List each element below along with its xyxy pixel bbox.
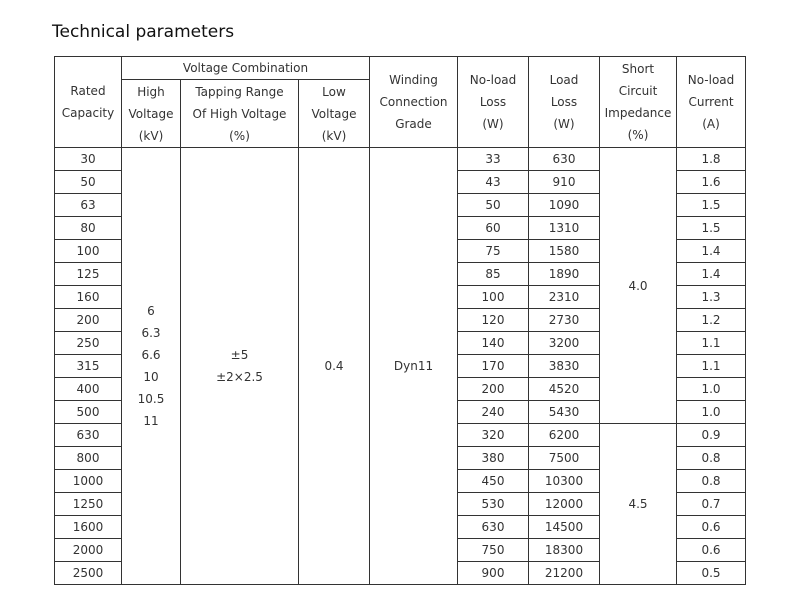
load-loss-cell: 12000: [529, 493, 600, 516]
header-tapping-range: Tapping Range Of High Voltage (%): [181, 80, 299, 148]
no-load-current-cell: 0.8: [677, 470, 746, 493]
no-load-loss-cell: 530: [458, 493, 529, 516]
no-load-current-cell: 0.8: [677, 447, 746, 470]
no-load-current-cell: 0.7: [677, 493, 746, 516]
load-loss-cell: 21200: [529, 562, 600, 585]
no-load-current-cell: 0.6: [677, 539, 746, 562]
no-load-loss-cell: 50: [458, 194, 529, 217]
rated-capacity-cell: 1600: [55, 516, 122, 539]
no-load-current-cell: 1.5: [677, 194, 746, 217]
load-loss-cell: 1580: [529, 240, 600, 263]
header-winding-connection-grade: Winding Connection Grade: [370, 57, 458, 148]
load-loss-cell: 1310: [529, 217, 600, 240]
no-load-loss-cell: 900: [458, 562, 529, 585]
no-load-loss-cell: 450: [458, 470, 529, 493]
load-loss-cell: 7500: [529, 447, 600, 470]
rated-capacity-cell: 30: [55, 148, 122, 171]
no-load-loss-cell: 85: [458, 263, 529, 286]
load-loss-cell: 10300: [529, 470, 600, 493]
no-load-current-cell: 0.6: [677, 516, 746, 539]
no-load-loss-cell: 75: [458, 240, 529, 263]
load-loss-cell: 4520: [529, 378, 600, 401]
no-load-loss-cell: 240: [458, 401, 529, 424]
impedance-cell-small: 4.0: [600, 148, 677, 424]
rated-capacity-cell: 50: [55, 171, 122, 194]
no-load-current-cell: 1.4: [677, 263, 746, 286]
load-loss-cell: 14500: [529, 516, 600, 539]
rated-capacity-cell: 2500: [55, 562, 122, 585]
rated-capacity-cell: 400: [55, 378, 122, 401]
tapping-range-cell: ±5 ±2×2.5: [181, 148, 299, 585]
load-loss-cell: 1090: [529, 194, 600, 217]
no-load-current-cell: 1.2: [677, 309, 746, 332]
rated-capacity-cell: 630: [55, 424, 122, 447]
no-load-current-cell: 0.5: [677, 562, 746, 585]
winding-connection-cell: Dyn11: [370, 148, 458, 585]
header-load-loss: Load Loss (W): [529, 57, 600, 148]
rated-capacity-cell: 160: [55, 286, 122, 309]
load-loss-cell: 3200: [529, 332, 600, 355]
no-load-loss-cell: 750: [458, 539, 529, 562]
no-load-current-cell: 1.4: [677, 240, 746, 263]
no-load-current-cell: 1.1: [677, 355, 746, 378]
no-load-loss-cell: 630: [458, 516, 529, 539]
load-loss-cell: 18300: [529, 539, 600, 562]
rated-capacity-cell: 200: [55, 309, 122, 332]
page-title: Technical parameters: [52, 22, 235, 42]
impedance-cell-large: 4.5: [600, 424, 677, 585]
header-short-circuit-impedance: Short Circuit Impedance (%): [600, 57, 677, 148]
load-loss-cell: 1890: [529, 263, 600, 286]
rated-capacity-cell: 1000: [55, 470, 122, 493]
load-loss-cell: 5430: [529, 401, 600, 424]
table-row: [55, 148, 746, 171]
no-load-current-cell: 1.3: [677, 286, 746, 309]
technical-parameters-table: [54, 56, 746, 585]
no-load-loss-cell: 200: [458, 378, 529, 401]
header-high-voltage: High Voltage (kV): [122, 80, 181, 148]
rated-capacity-cell: 500: [55, 401, 122, 424]
no-load-current-cell: 0.9: [677, 424, 746, 447]
load-loss-cell: 630: [529, 148, 600, 171]
rated-capacity-cell: 125: [55, 263, 122, 286]
rated-capacity-cell: 250: [55, 332, 122, 355]
no-load-loss-cell: 120: [458, 309, 529, 332]
rated-capacity-cell: 63: [55, 194, 122, 217]
rated-capacity-cell: 2000: [55, 539, 122, 562]
no-load-loss-cell: 33: [458, 148, 529, 171]
high-voltage-cell: 6 6.3 6.6 10 10.5 11: [122, 148, 181, 585]
load-loss-cell: 6200: [529, 424, 600, 447]
no-load-current-cell: 1.1: [677, 332, 746, 355]
no-load-loss-cell: 100: [458, 286, 529, 309]
no-load-current-cell: 1.8: [677, 148, 746, 171]
no-load-current-cell: 1.6: [677, 171, 746, 194]
rated-capacity-cell: 800: [55, 447, 122, 470]
no-load-loss-cell: 140: [458, 332, 529, 355]
header-low-voltage: Low Voltage (kV): [299, 80, 370, 148]
header-rated-capacity: Rated Capacity: [55, 57, 122, 148]
rated-capacity-cell: 315: [55, 355, 122, 378]
no-load-loss-cell: 380: [458, 447, 529, 470]
low-voltage-cell: 0.4: [299, 148, 370, 585]
rated-capacity-cell: 100: [55, 240, 122, 263]
load-loss-cell: 2310: [529, 286, 600, 309]
no-load-loss-cell: 43: [458, 171, 529, 194]
no-load-current-cell: 1.5: [677, 217, 746, 240]
no-load-loss-cell: 320: [458, 424, 529, 447]
header-no-load-current: No-load Current (A): [677, 57, 746, 148]
load-loss-cell: 3830: [529, 355, 600, 378]
no-load-current-cell: 1.0: [677, 401, 746, 424]
header-voltage-combination: Voltage Combination: [122, 57, 370, 80]
load-loss-cell: 2730: [529, 309, 600, 332]
no-load-loss-cell: 170: [458, 355, 529, 378]
load-loss-cell: 910: [529, 171, 600, 194]
rated-capacity-cell: 1250: [55, 493, 122, 516]
rated-capacity-cell: 80: [55, 217, 122, 240]
no-load-current-cell: 1.0: [677, 378, 746, 401]
header-no-load-loss: No-load Loss (W): [458, 57, 529, 148]
no-load-loss-cell: 60: [458, 217, 529, 240]
